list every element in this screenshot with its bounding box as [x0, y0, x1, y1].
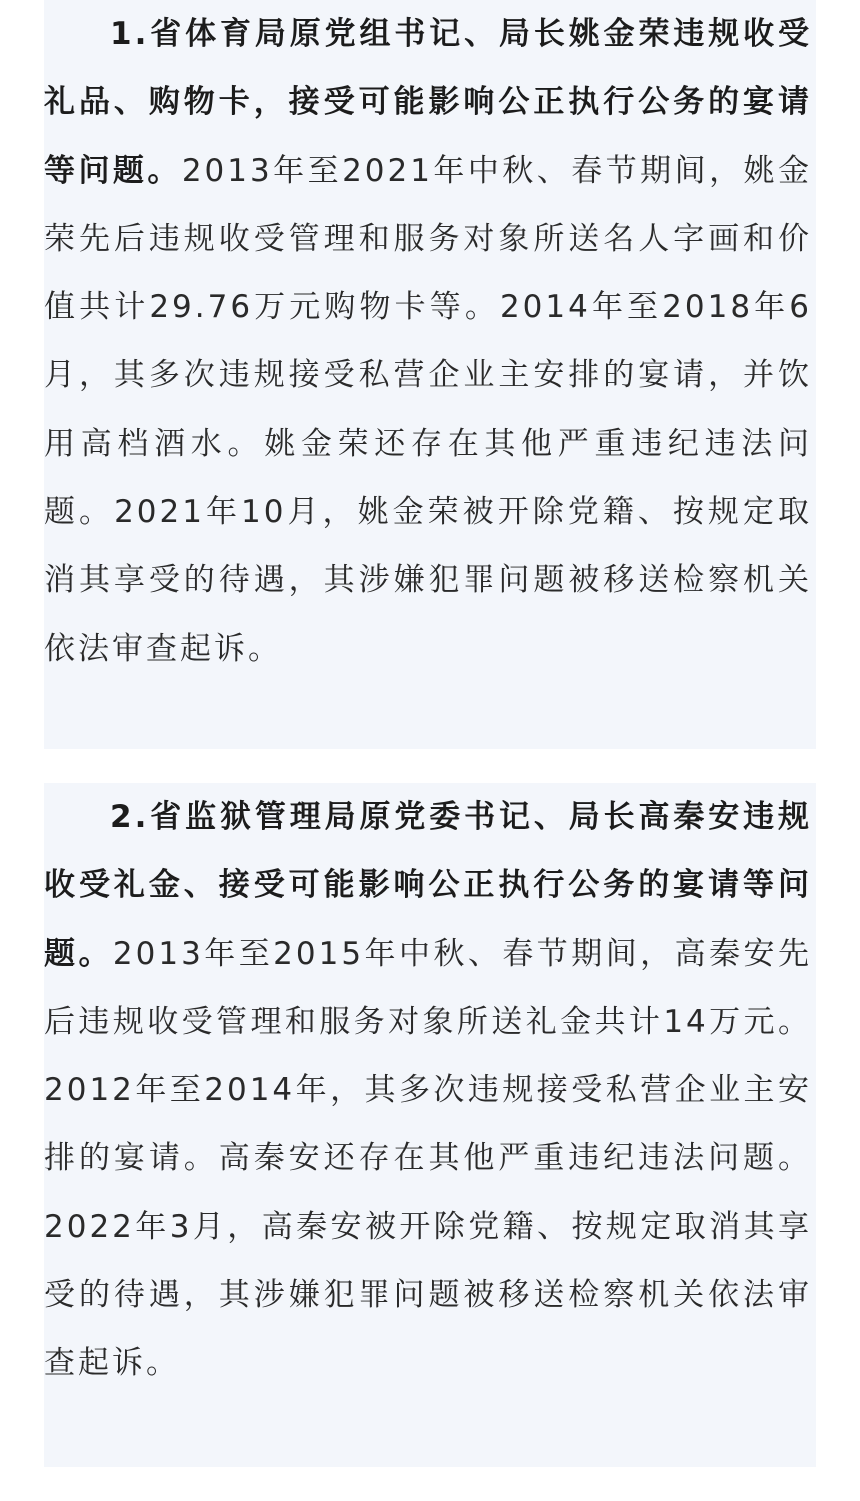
case-block-2 [44, 783, 816, 1467]
case-paragraph-1 [44, 0, 812, 683]
case-body-1: 2013年至2021年中秋、春节期间，姚金荣先后违规收受管理和服务对象所送名人字画和价值共计29.76万元购物卡等。2014年至2018年6月，其多次违规接受私营企业主安排的宴请，并饮用高档酒水。姚金荣还存在其他严重违纪违法问题。2021年10月，姚金荣被开除党籍、按规定取消其享受的待遇，其涉嫌犯罪问题被移送检察机关依法审查起诉。 [44, 152, 812, 667]
case-heading-2: 2.省监狱管理局原党委书记、局长高秦安违规收受礼金、接受可能影响公正执行公务的宴请等问题。 [44, 799, 812, 972]
case-heading-1: 1.省体育局原党组书记、局长姚金荣违规收受礼品、购物卡，接受可能影响公正执行公务的宴请等问题。 [44, 16, 812, 189]
case-body-2: 2013年至2015年中秋、春节期间，高秦安先后违规收受管理和服务对象所送礼金共计14万元。2012年至2014年，其多次违规接受私营企业主安排的宴请。高秦安还存在其他严重违纪违法问题。2022年3月，高秦安被开除党籍、按规定取消其享受的待遇，其涉嫌犯罪问题被移送检察机关依法审查起诉。 [44, 935, 812, 1382]
case-paragraph-2 [44, 783, 812, 1398]
case-block-1 [44, 0, 816, 749]
